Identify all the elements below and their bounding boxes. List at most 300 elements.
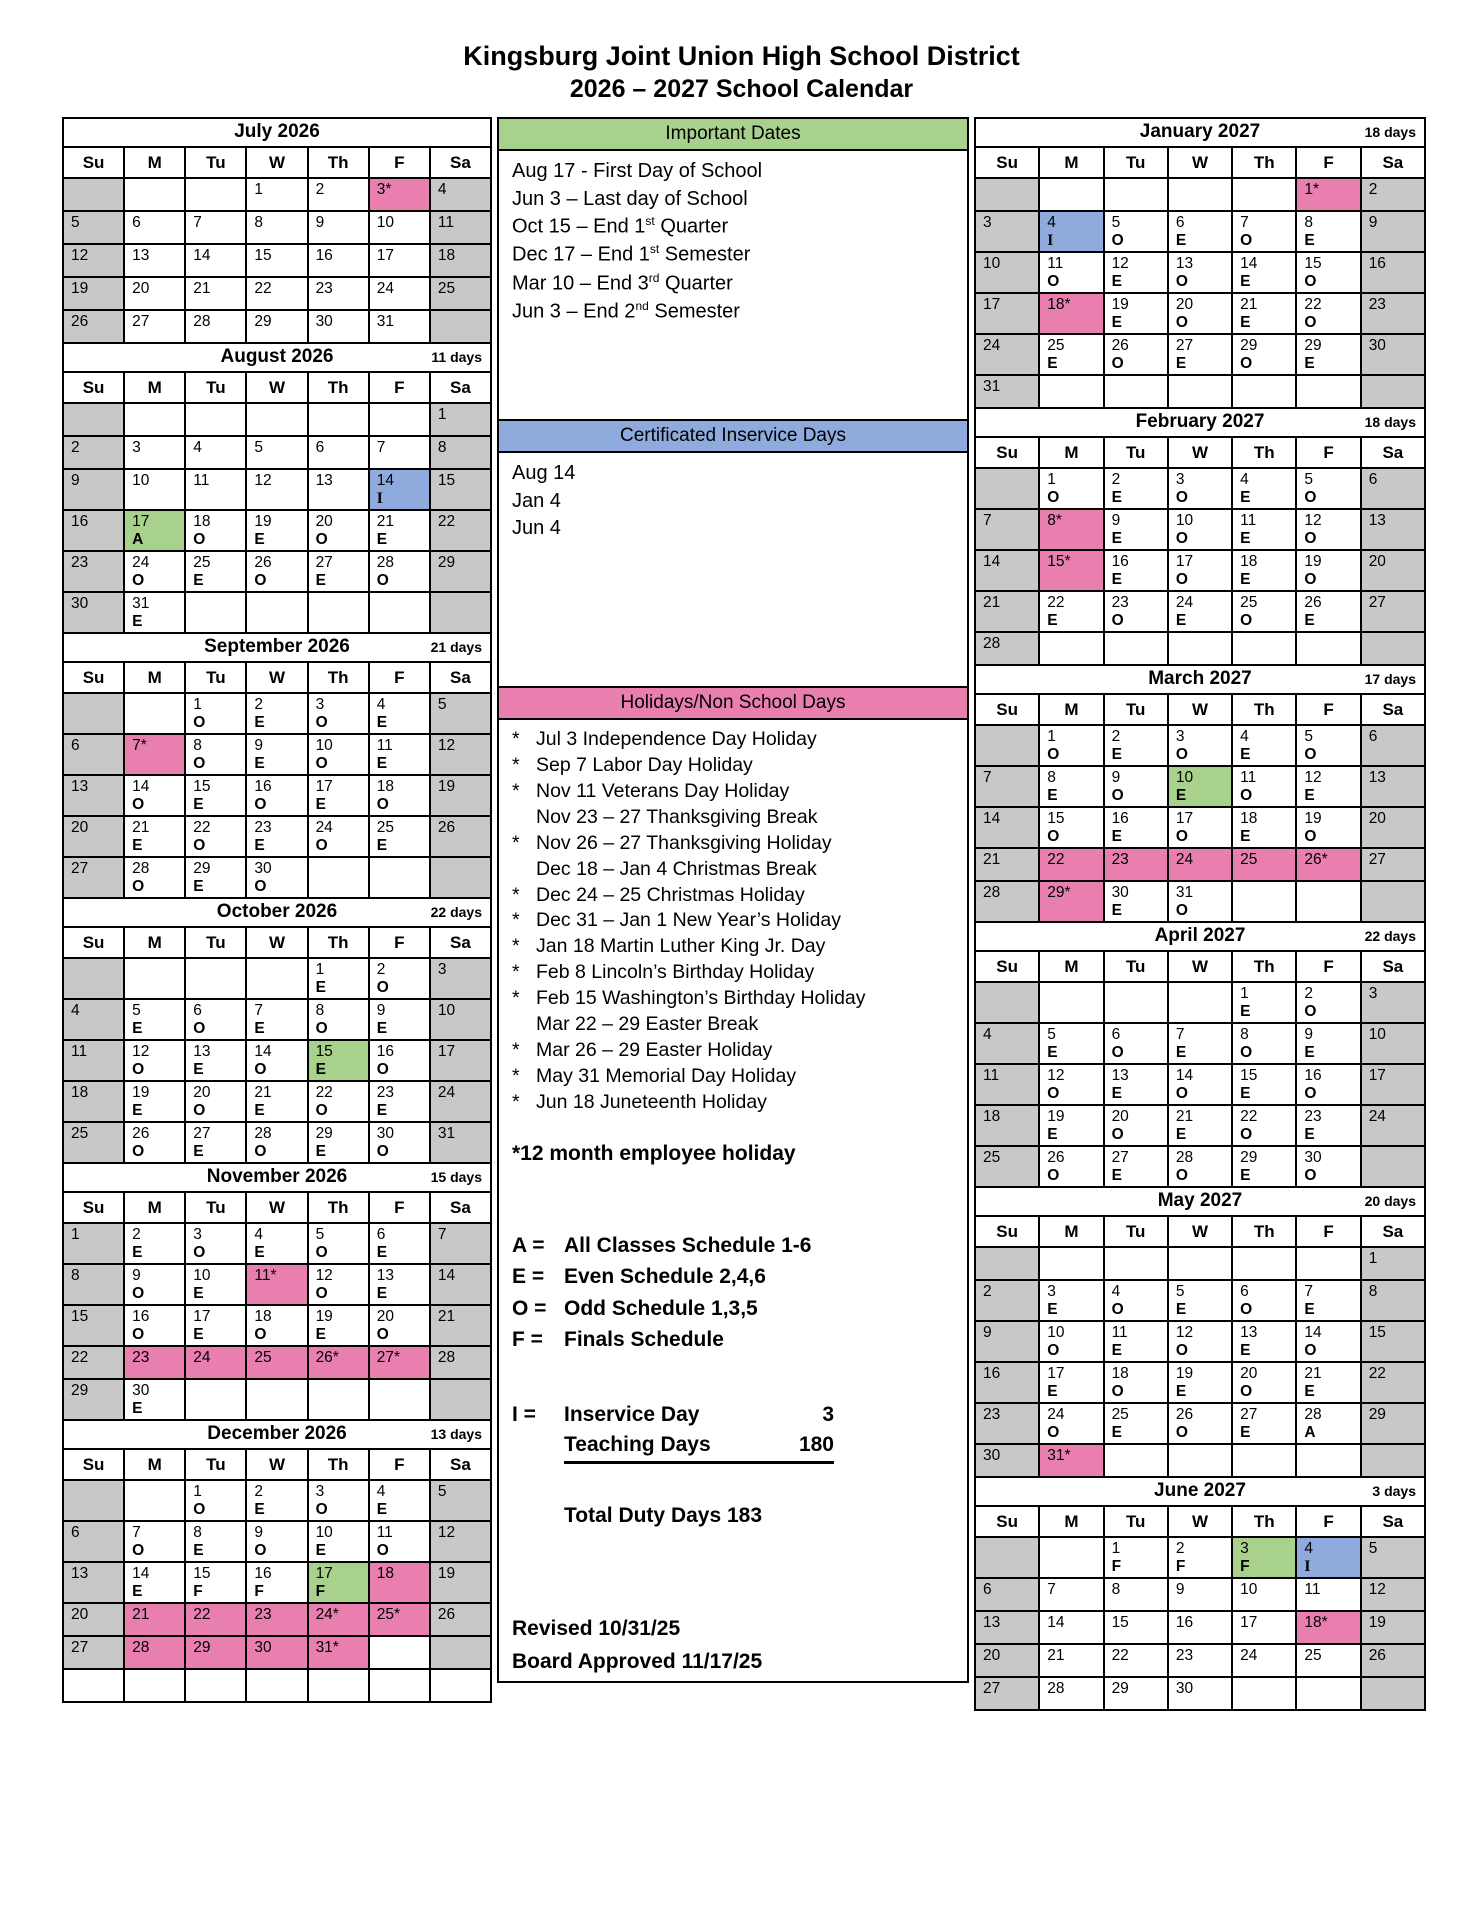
dow-header: Tu <box>185 372 246 403</box>
schedule-letter: E <box>193 1142 204 1160</box>
day-number: 30 <box>376 1125 394 1142</box>
day-number: 1 <box>254 181 264 198</box>
holiday-text: May 31 Memorial Day Holiday <box>536 1064 797 1087</box>
day-number: 21 <box>1240 296 1258 313</box>
schedule-letter: O <box>1047 272 1060 290</box>
day-cell <box>185 244 246 277</box>
day-number: 19 <box>132 1084 150 1101</box>
month-title: November 2026 <box>206 1166 348 1187</box>
day-number: 18 <box>1111 1365 1129 1382</box>
day-cell <box>124 1521 185 1562</box>
day-cell <box>430 1305 491 1346</box>
schedule-letter: E <box>1240 529 1251 547</box>
schedule-letter: O <box>376 571 389 589</box>
day-cell <box>1232 1444 1296 1477</box>
day-number: 27 <box>71 1639 89 1656</box>
day-number: 12 <box>437 1524 456 1541</box>
month-header-cell <box>63 118 491 147</box>
day-number: 4 <box>1304 1540 1314 1557</box>
day-number: 2 <box>1175 1540 1185 1557</box>
day-cell <box>1168 252 1232 293</box>
day-cell <box>185 178 246 211</box>
day-cell <box>975 1644 1039 1677</box>
day-number: 2 <box>1111 471 1121 488</box>
day-cell <box>1104 1644 1168 1677</box>
schedule-letter: E <box>1304 1382 1315 1400</box>
day-number: 8 <box>254 214 264 231</box>
day-number: 16 <box>1368 255 1386 272</box>
day-cell <box>1039 1444 1103 1477</box>
day-number <box>1233 633 1295 635</box>
schedule-letter: E <box>254 1019 265 1037</box>
day-number: 3* <box>376 181 392 198</box>
day-number <box>247 1380 306 1382</box>
holiday-text: Mar 26 – 29 Easter Holiday <box>536 1039 773 1062</box>
schedule-letter: E <box>1111 1341 1122 1359</box>
holiday-item <box>512 753 959 779</box>
day-cell <box>1104 1064 1168 1105</box>
day-number: 25 <box>1047 337 1065 354</box>
day-cell <box>185 1081 246 1122</box>
schedule-letter: E <box>315 571 326 589</box>
day-cell <box>975 591 1039 632</box>
day-number: 16 <box>71 513 89 530</box>
month-days-count: 13 days <box>430 1426 482 1442</box>
day-number: 30 <box>1368 337 1386 354</box>
day-cell <box>1039 881 1103 922</box>
day-cell <box>975 1146 1039 1187</box>
day-cell <box>246 178 307 211</box>
dow-header: F <box>369 147 430 178</box>
day-number: 10 <box>1368 1026 1386 1043</box>
day-number: 19 <box>1368 1614 1386 1631</box>
holiday-star: * <box>512 883 520 906</box>
day-cell <box>430 244 491 277</box>
day-cell <box>1104 848 1168 881</box>
day-cell <box>1232 1146 1296 1187</box>
day-cell <box>1232 334 1296 375</box>
schedule-letter: O <box>193 530 206 548</box>
holiday-item <box>512 934 959 960</box>
day-number: 19 <box>254 513 272 530</box>
day-number: 29 <box>254 313 272 330</box>
day-number: 26* <box>1304 851 1328 868</box>
day-cell <box>1039 591 1103 632</box>
day-cell <box>124 403 185 436</box>
day-cell <box>308 469 369 510</box>
day-number <box>431 1380 490 1382</box>
schedule-letter: E <box>132 1582 143 1600</box>
day-number <box>1233 1678 1295 1680</box>
day-cell <box>975 881 1039 922</box>
day-number: 24 <box>376 280 394 297</box>
day-cell <box>369 1264 430 1305</box>
day-number: 6 <box>315 439 325 456</box>
schedule-letter: F <box>1175 1557 1186 1575</box>
schedule-letter: O <box>1304 272 1317 290</box>
day-cell <box>63 310 124 343</box>
day-number: 23 <box>71 554 89 571</box>
day-cell <box>185 999 246 1040</box>
day-number: 22 <box>437 513 456 530</box>
schedule-letter: O <box>1047 745 1060 763</box>
day-number: 20 <box>1368 810 1386 827</box>
day-cell <box>185 958 246 999</box>
day-cell <box>185 592 246 633</box>
day-cell <box>369 310 430 343</box>
dow-header: F <box>1296 1216 1360 1247</box>
day-cell <box>185 1379 246 1420</box>
day-number: 9 <box>132 1267 141 1284</box>
day-number <box>431 1637 490 1639</box>
day-cell <box>185 775 246 816</box>
day-cell <box>1104 1611 1168 1644</box>
dow-header: W <box>1168 694 1232 725</box>
day-number <box>1233 1445 1295 1447</box>
schedule-letter: E <box>132 1243 143 1261</box>
day-number: 19 <box>1304 810 1322 827</box>
day-cell <box>369 1636 430 1669</box>
day-cell <box>1296 1362 1360 1403</box>
day-number: 29 <box>1368 1406 1386 1423</box>
schedule-letter: O <box>315 530 328 548</box>
day-cell <box>308 999 369 1040</box>
schedule-letter: O <box>1304 488 1317 506</box>
day-number: 24 <box>1047 1406 1065 1423</box>
day-number: 12 <box>132 1043 150 1060</box>
day-cell <box>1039 550 1103 591</box>
dow-header: Th <box>1232 1506 1296 1537</box>
day-cell <box>1361 982 1425 1023</box>
day-number: 23 <box>254 819 272 836</box>
dow-header: Sa <box>430 1449 491 1480</box>
day-cell <box>308 1636 369 1669</box>
twelve-month-note: *12 month employee holiday <box>512 1141 796 1165</box>
day-number: 5 <box>1368 1540 1378 1557</box>
day-number <box>186 1670 245 1672</box>
day-number: 5 <box>71 214 80 231</box>
day-number: 23 <box>315 280 333 297</box>
day-cell <box>1361 1444 1425 1477</box>
day-number: 22 <box>315 1084 333 1101</box>
schedule-letter: O <box>1175 745 1188 763</box>
month-header-cell <box>975 408 1425 437</box>
day-number: 6 <box>132 214 141 231</box>
day-number <box>1169 983 1231 985</box>
day-number: 6 <box>71 1524 80 1541</box>
inservice-count-row <box>512 1400 967 1430</box>
schedule-letter: E <box>1240 313 1251 331</box>
day-cell <box>1361 1064 1425 1105</box>
day-cell <box>124 958 185 999</box>
day-number: 9 <box>1304 1026 1314 1043</box>
dow-header: Th <box>1232 951 1296 982</box>
day-number: 9 <box>254 737 264 754</box>
day-number <box>1297 1445 1359 1447</box>
day-cell <box>124 436 185 469</box>
schedule-letter: E <box>315 1060 326 1078</box>
day-cell <box>246 1562 307 1603</box>
schedule-letter: O <box>1304 827 1317 845</box>
schedule-letter: O <box>1240 1382 1253 1400</box>
schedule-letter: O <box>1304 570 1317 588</box>
day-cell <box>63 436 124 469</box>
day-number: 2 <box>254 696 264 713</box>
day-cell <box>185 857 246 898</box>
day-cell <box>246 958 307 999</box>
day-cell <box>1039 252 1103 293</box>
holiday-star: * <box>512 779 520 802</box>
day-number: 1 <box>1047 728 1056 745</box>
day-cell <box>185 1223 246 1264</box>
day-number <box>309 1380 368 1382</box>
day-number <box>247 593 306 595</box>
day-number: 10 <box>132 472 150 489</box>
dow-header: W <box>1168 147 1232 178</box>
day-cell <box>246 1636 307 1669</box>
day-cell <box>308 178 369 211</box>
holiday-star <box>512 805 536 831</box>
month-september-2026 <box>62 632 492 899</box>
day-number <box>125 959 184 961</box>
day-cell <box>124 1480 185 1521</box>
day-number <box>309 404 368 406</box>
day-cell <box>1361 211 1425 252</box>
schedule-letter: F <box>254 1582 264 1600</box>
dow-header: W <box>246 1449 307 1480</box>
page-title: Kingsburg Joint Union High School District <box>463 41 1020 71</box>
day-cell <box>1039 1321 1103 1362</box>
day-number: 6 <box>193 1002 202 1019</box>
schedule-letter: O <box>1240 231 1253 249</box>
day-cell <box>369 1480 430 1521</box>
month-title: June 2027 <box>1154 1480 1246 1501</box>
legend-item <box>512 1293 967 1325</box>
day-number: 19 <box>1111 296 1129 313</box>
day-cell <box>63 734 124 775</box>
day-cell <box>124 1122 185 1163</box>
day-number: 5 <box>132 1002 141 1019</box>
day-number: 30 <box>71 595 89 612</box>
dow-header: Tu <box>1104 694 1168 725</box>
holiday-text: Nov 23 – 27 Thanksgiving Break <box>536 805 818 828</box>
holiday-item <box>512 908 959 934</box>
day-cell <box>124 1346 185 1379</box>
dow-header: Th <box>1232 437 1296 468</box>
day-number: 5 <box>1111 214 1121 231</box>
holiday-item <box>512 960 959 986</box>
day-number: 26 <box>1111 337 1129 354</box>
day-number: 6 <box>1368 728 1378 745</box>
dow-header: F <box>369 1192 430 1223</box>
holiday-item <box>512 727 959 753</box>
day-cell <box>1104 982 1168 1023</box>
month-title: August 2026 <box>220 346 334 367</box>
day-cell <box>430 1480 491 1521</box>
day-cell <box>124 775 185 816</box>
day-cell <box>124 693 185 734</box>
day-cell <box>1168 881 1232 922</box>
day-number <box>186 959 245 961</box>
dow-header: F <box>369 927 430 958</box>
day-number: 24 <box>437 1084 456 1101</box>
day-number: 14 <box>193 247 211 264</box>
day-cell <box>1039 848 1103 881</box>
day-number: 31* <box>315 1639 339 1656</box>
day-number: 15* <box>1047 553 1071 570</box>
dow-header: Su <box>63 1192 124 1223</box>
day-number: 28 <box>132 1639 150 1656</box>
schedule-letter: F <box>1240 1557 1250 1575</box>
day-number: 7* <box>132 737 147 754</box>
schedule-letter: O <box>193 836 206 854</box>
day-number <box>1169 633 1231 635</box>
day-cell <box>308 1264 369 1305</box>
dow-header: Sa <box>1361 147 1425 178</box>
day-cell <box>124 469 185 510</box>
day-cell <box>246 1379 307 1420</box>
day-cell <box>124 1081 185 1122</box>
day-cell <box>1104 1321 1168 1362</box>
day-number: 13 <box>376 1267 394 1284</box>
schedule-letter: E <box>1175 786 1187 804</box>
day-cell <box>430 1040 491 1081</box>
day-number: 10 <box>315 1524 333 1541</box>
day-number: 15 <box>1240 1067 1258 1084</box>
day-number: 20 <box>193 1084 211 1101</box>
day-cell <box>124 211 185 244</box>
holiday-text: Dec 31 – Jan 1 New Year’s Holiday <box>536 909 841 932</box>
day-number: 26 <box>1368 1647 1386 1664</box>
day-cell <box>1361 293 1425 334</box>
schedule-letter: O <box>315 836 328 854</box>
day-cell <box>1296 1537 1360 1578</box>
day-number: 20 <box>315 513 333 530</box>
schedule-letter: E <box>1047 786 1058 804</box>
day-number: 1 <box>437 406 447 423</box>
day-cell <box>369 178 430 211</box>
day-number: 4 <box>193 439 202 456</box>
day-number: 5 <box>1175 1283 1185 1300</box>
schedule-letter: E <box>254 1243 265 1261</box>
day-cell <box>975 211 1039 252</box>
day-number: 6 <box>71 737 80 754</box>
schedule-letter: O <box>1175 1341 1188 1359</box>
day-number: 2 <box>376 961 386 978</box>
schedule-letter: E <box>376 530 388 548</box>
schedule-letter: E <box>1240 1002 1251 1020</box>
day-cell <box>369 693 430 734</box>
day-number: 14 <box>1175 1067 1194 1084</box>
day-number: 18 <box>254 1308 272 1325</box>
day-cell <box>369 244 430 277</box>
legend-item <box>512 1324 967 1356</box>
schedule-letter: O <box>1111 1300 1124 1318</box>
holiday-star: * <box>512 935 520 958</box>
day-cell <box>308 1379 369 1420</box>
month-june-2027 <box>974 1476 1426 1711</box>
day-cell <box>430 436 491 469</box>
day-cell <box>369 1346 430 1379</box>
day-number <box>125 1481 184 1483</box>
revised-note: Revised 10/31/25 <box>512 1616 681 1640</box>
day-cell <box>63 510 124 551</box>
day-cell <box>430 1081 491 1122</box>
day-number: 13 <box>1368 769 1386 786</box>
day-number <box>1297 1678 1359 1680</box>
day-number: 5 <box>1304 471 1314 488</box>
holiday-star: * <box>512 831 520 854</box>
day-number <box>976 1248 1038 1250</box>
day-cell <box>124 277 185 310</box>
day-cell <box>1104 1146 1168 1187</box>
day-number: 24 <box>1175 594 1194 611</box>
holiday-item <box>512 805 959 831</box>
day-number: 16 <box>983 1365 1001 1382</box>
day-number: 12 <box>1304 769 1322 786</box>
dow-header: Tu <box>1104 437 1168 468</box>
day-number: 18 <box>1240 810 1258 827</box>
day-cell <box>1104 1105 1168 1146</box>
schedule-letter: O <box>132 1060 145 1078</box>
day-cell <box>1168 1146 1232 1187</box>
day-cell <box>1296 1105 1360 1146</box>
dow-header: F <box>369 662 430 693</box>
day-number <box>1233 376 1295 378</box>
schedule-letter: E <box>1111 1084 1122 1102</box>
day-cell <box>308 403 369 436</box>
schedule-letter: E <box>1111 827 1122 845</box>
schedule-letter: E <box>315 978 326 996</box>
day-cell <box>185 277 246 310</box>
day-cell <box>369 403 430 436</box>
day-cell <box>369 510 430 551</box>
dow-header: M <box>1039 1506 1103 1537</box>
day-cell <box>124 1040 185 1081</box>
day-number <box>186 404 245 406</box>
day-cell <box>1168 1578 1232 1611</box>
day-number: 9 <box>1368 214 1378 231</box>
day-cell <box>63 1669 124 1702</box>
holiday-text: Dec 18 – Jan 4 Christmas Break <box>536 857 817 880</box>
day-number: 28 <box>376 554 394 571</box>
important-date-item: Jun 3 – End 2nd Semester <box>512 298 740 323</box>
day-cell <box>1296 1023 1360 1064</box>
schedule-letter: O <box>1240 611 1253 629</box>
schedule-letter: O <box>1111 354 1124 372</box>
day-number: 24 <box>132 554 150 571</box>
day-number: 21 <box>132 1606 150 1623</box>
month-title: February 2027 <box>1135 411 1265 432</box>
day-number: 13 <box>1368 512 1386 529</box>
day-cell <box>246 510 307 551</box>
day-cell <box>430 178 491 211</box>
schedule-letter: O <box>1304 313 1317 331</box>
inservice-key: I = <box>512 1402 536 1426</box>
legend-key: F = <box>512 1328 543 1352</box>
day-number <box>125 404 184 406</box>
day-cell <box>63 693 124 734</box>
day-number: 20 <box>1175 296 1194 313</box>
day-cell <box>430 277 491 310</box>
day-number: 29 <box>71 1382 89 1399</box>
day-number: 22 <box>254 280 272 297</box>
month-header-cell <box>63 633 491 662</box>
day-cell <box>246 310 307 343</box>
day-cell <box>1168 766 1232 807</box>
day-number: 13 <box>71 1565 89 1582</box>
day-number: 2 <box>1304 985 1314 1002</box>
